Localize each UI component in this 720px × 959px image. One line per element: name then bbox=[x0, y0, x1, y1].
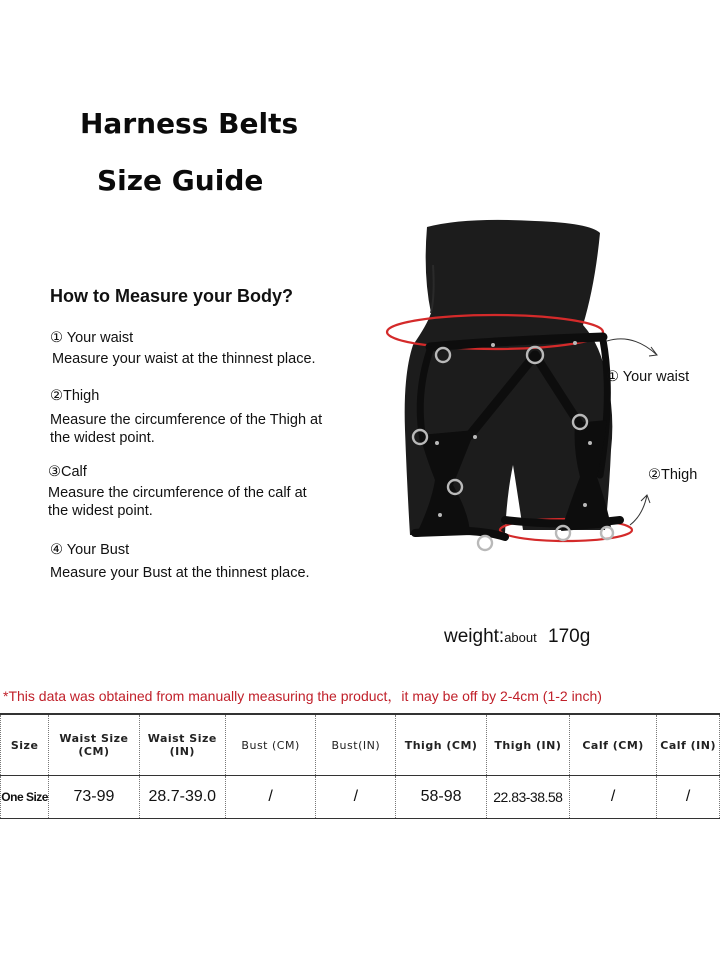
table-row bbox=[1, 776, 720, 819]
cell-size: One Size bbox=[1, 776, 49, 819]
cell-calf-cm: / bbox=[569, 776, 656, 819]
waist-arrow bbox=[607, 339, 657, 355]
weight-value: 170g bbox=[548, 626, 591, 647]
step-waist-desc: Measure your waist at the thinnest place. bbox=[52, 351, 316, 367]
weight-info bbox=[444, 626, 590, 648]
title-line-1: Harness Belts bbox=[80, 107, 299, 140]
step-waist-label: ① Your waist bbox=[50, 330, 134, 346]
cell-thigh-in: 22.83-38.58 bbox=[486, 776, 569, 819]
cell-waist-in: 28.7-39.0 bbox=[139, 776, 225, 819]
howto-heading: How to Measure your Body? bbox=[50, 286, 294, 306]
header-bust-cm: Bust (CM) bbox=[225, 714, 315, 776]
weight-prefix: about bbox=[504, 630, 537, 645]
step-calf-desc: Measure the circumference of the calf at the widest point. bbox=[48, 485, 307, 519]
step-bust-label: ④ Your Bust bbox=[50, 542, 130, 558]
cell-thigh-cm: 58-98 bbox=[396, 776, 486, 819]
step-bust-desc: Measure your Bust at the thinnest place. bbox=[50, 565, 310, 581]
header-thigh-cm: Thigh (CM) bbox=[396, 714, 486, 776]
weight-label: weight: bbox=[444, 626, 505, 647]
step-thigh-desc: Measure the circumference of the Thigh at the widest point. bbox=[50, 412, 323, 446]
cell-waist-cm: 73-99 bbox=[49, 776, 139, 819]
header-size: Size bbox=[1, 714, 49, 776]
thigh-arrow bbox=[630, 495, 647, 525]
step-calf-label: ③Calf bbox=[48, 464, 87, 480]
header-waist-in: Waist Size (IN) bbox=[139, 714, 225, 776]
title-line-2: Size Guide bbox=[97, 164, 264, 197]
header-calf-cm: Calf (CM) bbox=[569, 714, 656, 776]
page-title bbox=[80, 107, 310, 140]
cell-bust-in: / bbox=[316, 776, 396, 819]
cell-calf-in: / bbox=[657, 776, 720, 819]
header-waist-cm: Waist Size (CM) bbox=[49, 714, 139, 776]
measurement-disclaimer: *This data was obtained from manually measuring the product，it may be off by 2-4cm (1-2 inch) bbox=[3, 688, 602, 704]
header-thigh-in: Thigh (IN) bbox=[486, 714, 569, 776]
step-thigh-label: ②Thigh bbox=[50, 388, 100, 404]
size-table-header bbox=[1, 714, 720, 776]
product-image bbox=[375, 215, 675, 575]
header-calf-in: Calf (IN) bbox=[657, 714, 720, 776]
page-subtitle bbox=[97, 164, 263, 197]
size-table bbox=[0, 713, 720, 819]
annotation-thigh: ②Thigh bbox=[648, 467, 698, 483]
cell-bust-cm: / bbox=[225, 776, 315, 819]
header-bust-in: Bust(IN) bbox=[316, 714, 396, 776]
annotation-waist: ① Your waist bbox=[606, 369, 690, 385]
